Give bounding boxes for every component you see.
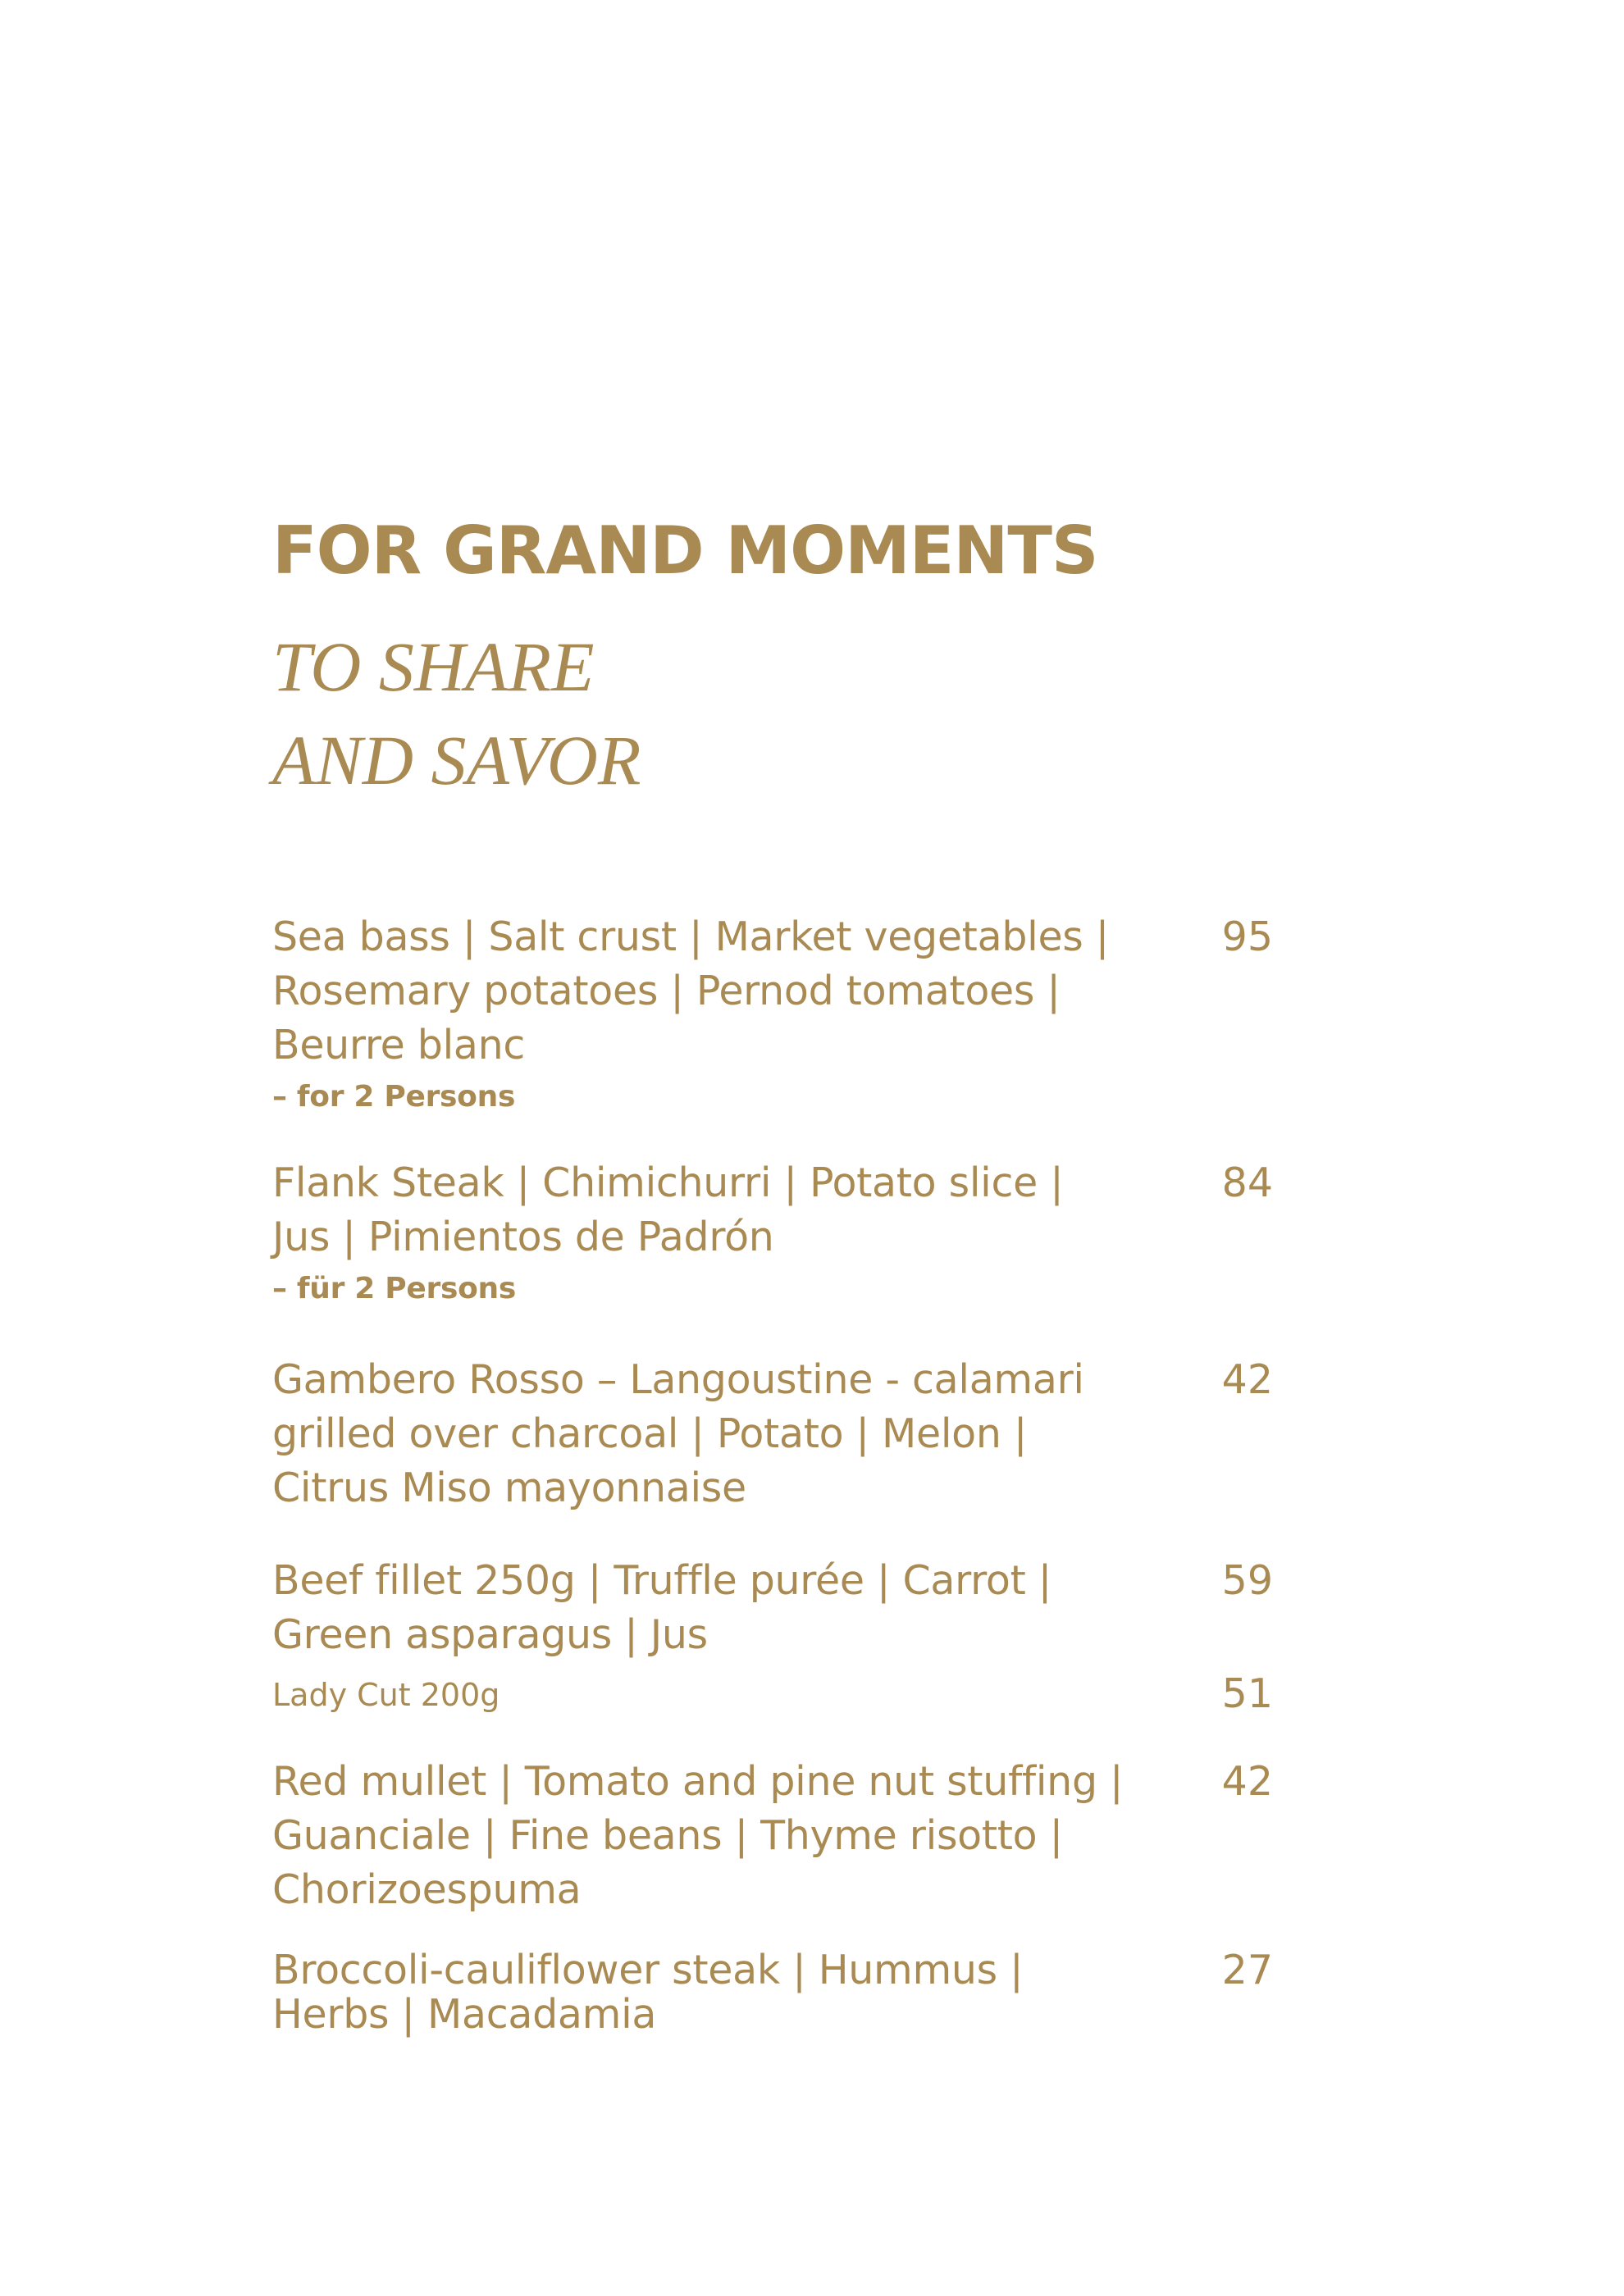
description-line: Gambero Rosso – Langoustine - calamari	[272, 1356, 1084, 1403]
serving-note: – für 2 Persons	[272, 1272, 516, 1305]
menu-item-description	[272, 1554, 1158, 1662]
menu-item-price: 59	[1221, 1557, 1273, 1604]
description-line: Sea bass | Salt crust | Market vegetables |	[272, 913, 1110, 960]
description-line: Jus | Pimientos de Padrón	[272, 1214, 774, 1260]
menu-item-description	[272, 1353, 1158, 1515]
menu-item-gambero-rosso	[272, 1353, 1273, 1515]
menu-item-description	[272, 1755, 1158, 1917]
menu-item-price: 42	[1221, 1356, 1273, 1403]
description-line: Beef fillet 250g | Truffle purée | Carrot |	[272, 1557, 1051, 1604]
menu-item-price: 27	[1221, 1947, 1273, 1993]
menu-item-price: 95	[1221, 913, 1273, 960]
description-line: Rosemary potatoes | Pernod tomatoes |	[272, 968, 1061, 1014]
menu-item-beef-fillet	[272, 1554, 1273, 1721]
menu-item-price: 42	[1221, 1758, 1273, 1805]
description-line: Beurre blanc	[272, 1022, 526, 1068]
description-line: Flank Steak | Chimichurri | Potato slice |	[272, 1159, 1064, 1206]
description-line: Citrus Miso mayonnaise	[272, 1465, 746, 1511]
variant-price: 51	[1221, 1670, 1273, 1717]
menu-item-sea-bass	[272, 910, 1273, 1117]
menu-item-red-mullet	[272, 1755, 1273, 1917]
description-line: Green asparagus | Jus	[272, 1611, 708, 1658]
menu-item-broccoli-cauliflower-steak	[272, 1948, 1273, 2037]
description-line: grilled over charcoal | Potato | Melon |	[272, 1410, 1028, 1457]
variant-label: Lady Cut 200g	[272, 1677, 500, 1713]
menu-item-description	[272, 1948, 1158, 2037]
menu-item-price: 84	[1221, 1159, 1273, 1206]
description-line: Guanciale | Fine beans | Thyme risotto |	[272, 1812, 1063, 1859]
description-line: Chorizoespuma	[272, 1866, 582, 1913]
description-line: Herbs | Macadamia	[272, 1991, 657, 2038]
description-line: Red mullet | Tomato and pine nut stuffing |	[272, 1758, 1124, 1805]
menu-subtitle-line-2: AND SAVOR	[272, 721, 641, 800]
menu-item-flank-steak	[272, 1156, 1273, 1309]
menu-item-description	[272, 1156, 1158, 1309]
menu-title: FOR GRAND MOMENTS	[272, 512, 1098, 589]
serving-note: – for 2 Persons	[272, 1080, 516, 1114]
menu-subtitle-line-1: TO SHARE	[272, 627, 595, 706]
menu-item-variant	[272, 1667, 1273, 1721]
description-line: Broccoli-cauliflower steak | Hummus |	[272, 1947, 1024, 1993]
menu-item-description	[272, 910, 1158, 1117]
